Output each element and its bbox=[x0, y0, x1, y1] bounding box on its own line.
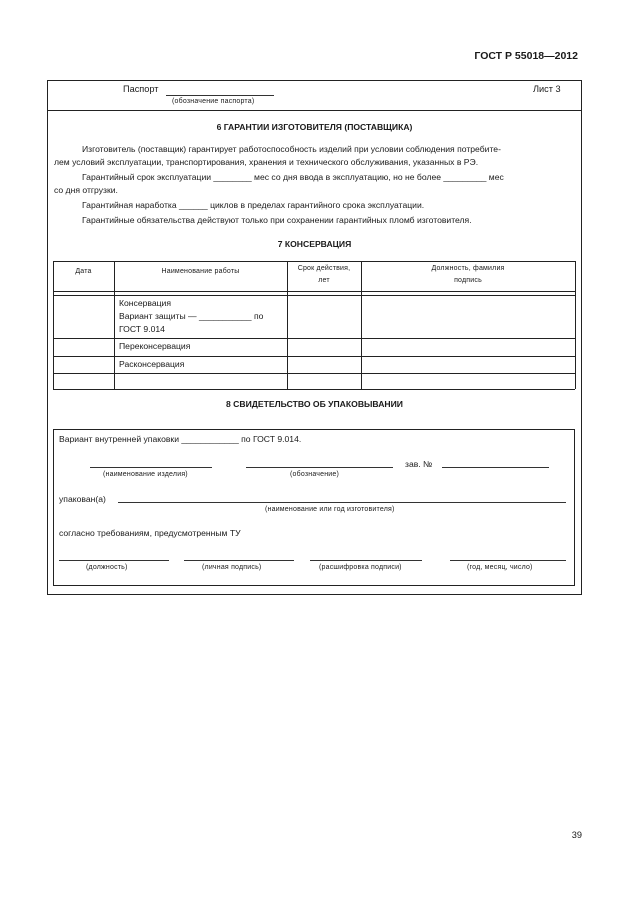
factory-number-label: зав. № bbox=[405, 459, 433, 469]
section-6-paragraph-1-cont: лем условий эксплуатации, транспортирования, хранения и технического обслуживания, указанных в РЭ. bbox=[54, 157, 479, 167]
table-row-border bbox=[53, 356, 575, 357]
column-header-term: Срок действия, bbox=[297, 265, 351, 272]
table-cell-work: Переконсервация bbox=[119, 341, 191, 351]
packed-by-blank bbox=[118, 502, 566, 503]
section-8-title: 8 СВИДЕТЕЛЬСТВО ОБ УПАКОВЫВАНИИ bbox=[226, 399, 403, 409]
factory-number-blank bbox=[442, 467, 549, 468]
section-6-paragraph-4: Гарантийные обязательства действуют только при сохранении гарантийных пломб изготовителя. bbox=[82, 215, 472, 225]
section-7-title: 7 КОНСЕРВАЦИЯ bbox=[277, 239, 352, 249]
item-name-blank bbox=[90, 467, 212, 468]
table-cell-work-protection: Вариант защиты — ___________ по bbox=[119, 311, 264, 321]
column-header-date: Дата bbox=[75, 268, 92, 275]
signature-decoding-hint: (расшифровка подписи) bbox=[319, 564, 402, 571]
table-right-border bbox=[575, 261, 576, 389]
table-header-border-double bbox=[53, 295, 575, 296]
document-code: ГОСТ Р 55018—2012 bbox=[474, 50, 578, 62]
column-header-position: Должность, фамилия bbox=[431, 265, 505, 272]
item-name-hint: (наименование изделия) bbox=[103, 471, 188, 478]
position-hint: (должность) bbox=[86, 564, 128, 571]
designation-blank bbox=[246, 467, 393, 468]
section-6-paragraph-2-cont: со дня отгрузки. bbox=[54, 185, 118, 195]
signature-decoding-blank bbox=[310, 560, 422, 561]
column-header-work: Наименование работы bbox=[161, 268, 240, 275]
inner-packing-line: Вариант внутренней упаковки ____________ по ГОСТ 9.014. bbox=[59, 434, 302, 444]
section-6-title: 6 ГАРАНТИИ ИЗГОТОВИТЕЛЯ (ПОСТАВЩИКА) bbox=[216, 122, 413, 132]
packed-label: упакован(а) bbox=[59, 494, 106, 504]
table-row-border bbox=[53, 373, 575, 374]
table-cell-work: Консервация bbox=[119, 298, 172, 308]
section-6-paragraph-2: Гарантийный срок эксплуатации ________ мес со дня ввода в эксплуатацию, но не более _________ мес bbox=[82, 172, 504, 182]
table-row-border bbox=[53, 338, 575, 339]
signature-hint: (личная подпись) bbox=[202, 564, 262, 571]
passport-blank-line bbox=[166, 95, 274, 96]
section-6-paragraph-3: Гарантийная наработка ______ циклов в пределах гарантийного срока эксплуатации. bbox=[82, 200, 425, 210]
table-column-divider bbox=[114, 261, 115, 389]
according-to-spec: согласно требованиям, предусмотренным ТУ bbox=[59, 528, 241, 538]
table-bottom-border bbox=[53, 389, 575, 390]
position-blank bbox=[59, 560, 169, 561]
passport-divider bbox=[47, 110, 582, 111]
column-header-signature: подпись bbox=[454, 277, 482, 284]
signature-blank bbox=[184, 560, 294, 561]
designation-hint: (обозначение) bbox=[290, 471, 340, 478]
table-cell-work-standard: ГОСТ 9.014 bbox=[119, 324, 165, 334]
sheet-number: Лист 3 bbox=[533, 84, 561, 94]
page-number: 39 bbox=[571, 830, 582, 840]
passport-hint: (обозначение паспорта) bbox=[172, 98, 255, 105]
table-top-border bbox=[53, 261, 575, 262]
section-6-paragraph-1: Изготовитель (поставщик) гарантирует работоспособность изделий при условии соблюдения потребите- bbox=[82, 144, 501, 154]
table-left-border bbox=[53, 261, 54, 389]
passport-label: Паспорт bbox=[123, 84, 159, 94]
packed-by-hint: (наименование или год изготовителя) bbox=[265, 506, 395, 513]
date-hint: (год, месяц, число) bbox=[467, 564, 533, 571]
column-header-term-unit: лет bbox=[318, 277, 330, 284]
date-blank bbox=[450, 560, 566, 561]
table-header-border bbox=[53, 291, 575, 292]
table-cell-work: Расконсервация bbox=[119, 359, 185, 369]
